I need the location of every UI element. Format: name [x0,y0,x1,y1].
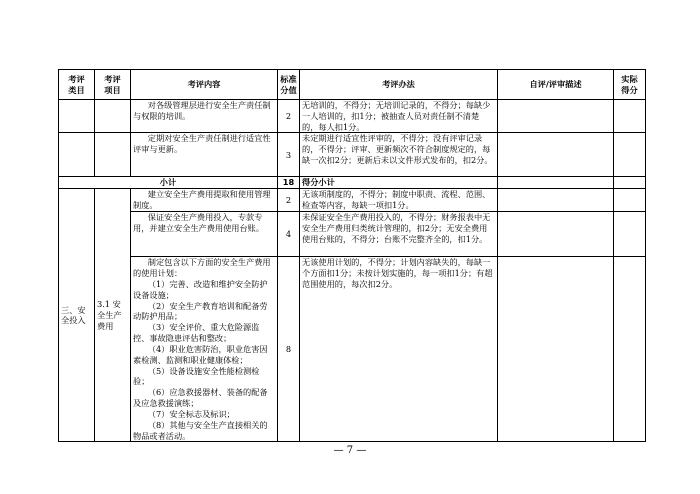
subtotal-score: 18 [278,177,300,189]
self-eval-cell[interactable] [498,189,614,212]
content-list-item: （6）应急救援器材、装备的配备及应急救援演练； [133,387,268,409]
method-cell: 未保证安全生产费用投入的，不得分；财务报表中无安全生产费用归类统计管理的，扣2分；无安全费用使用台账的，不得分；台账不完整齐全的，扣1分。 [300,212,498,257]
self-eval-cell[interactable] [498,133,614,177]
page-number: — 7 — [333,445,367,456]
content-cell: 建立安全生产费用提取和使用管理制度。 [131,189,278,212]
standard-score-cell: 3 [278,133,300,177]
section-category-cell: 三、安全投入 [59,189,95,442]
header-standard-score: 标准 分值 [278,70,300,100]
content-cell: 保证安全生产费用投入，专款专用，并建立安全生产费用使用台账。 [131,212,278,257]
item-cell [95,133,131,177]
content-list-item: （8）其他与安全生产直接相关的物品或者活动。 [133,419,268,441]
content-cell: 对各级管理层进行安全生产责任制与权限的培训。 [131,100,278,133]
table-row [59,133,646,177]
header-item: 考评 项目 [95,70,131,100]
actual-score-cell[interactable] [614,133,646,177]
evaluation-table [58,69,646,442]
subtotal-score-label: 得分小计 [300,177,498,189]
content-cell: 定期对安全生产责任制进行适宜性评审与更新。 [131,133,278,177]
standard-score-cell: 2 [278,100,300,133]
table-header-row [59,70,646,100]
standard-score-cell: 2 [278,189,300,212]
header-content: 考评内容 [131,70,278,100]
self-eval-cell[interactable] [498,212,614,257]
content-list-item: （7）安全标志及标识； [147,408,235,419]
content-list-item: （5）设备设施安全性能检测检验； [133,365,260,387]
subtotal-self-eval-cell[interactable] [498,177,614,189]
table-row [59,100,646,133]
method-cell: 无该使用计划的，不得分；计划内容缺失的，每缺一个方面扣1分；未按计划实施的，每一项扣1分；有超范围使用的，每次扣2分。 [300,257,498,442]
actual-score-cell[interactable] [614,189,646,212]
content-list-item: （4）职业危害防治，职业危害因素检测、监测和职业健康体检； [133,343,268,365]
content-list-item: （2）安全生产教育培训和配备劳动防护用品； [133,300,268,322]
subtotal-label: 小计 [59,177,278,189]
content-cell [131,257,278,442]
method-cell: 无该项制度的，不得分；制度中职责、流程、范围、检查等内容，每缺一项扣1分。 [300,189,498,212]
item-cell [95,100,131,133]
header-category: 考评 类目 [59,70,95,100]
self-eval-cell[interactable] [498,257,614,442]
standard-score-cell: 8 [278,257,300,442]
subtotal-actual-score-cell[interactable] [614,177,646,189]
table-row [59,257,646,442]
category-cell [59,133,95,177]
header-actual-score: 实际 得分 [614,70,646,100]
header-method: 考评办法 [300,70,498,100]
table-row [59,189,646,212]
category-cell [59,100,95,133]
method-cell: 无培训的，不得分；无培训记录的，不得分；每缺少一人培训的，扣1分；被抽查人员对责任制不清楚的，每人扣1分。 [300,100,498,133]
actual-score-cell[interactable] [614,212,646,257]
content-list-item: （1）完善、改造和维护安全防护设备设施； [133,278,268,300]
method-cell: 未定期进行适宜性评审的，不得分；没有评审记录的，不得分；评审、更新频次不符合制度规定的，每缺一次扣2分；更新后未以文件形式发布的，扣2分。 [300,133,498,177]
table-row [59,212,646,257]
standard-score-cell: 4 [278,212,300,257]
actual-score-cell[interactable] [614,100,646,133]
self-eval-cell[interactable] [498,100,614,133]
section-item-cell: 3.1 安全生产费用 [95,189,131,442]
content-intro: 制定包含以下方面的安全生产费用的使用计划： [133,257,271,279]
header-self-eval: 自评/评审描述 [498,70,614,100]
subtotal-row [59,177,646,189]
content-list-item: （3）安全评价、重大危险源监控、事故隐患评估和整改； [133,322,260,344]
actual-score-cell[interactable] [614,257,646,442]
